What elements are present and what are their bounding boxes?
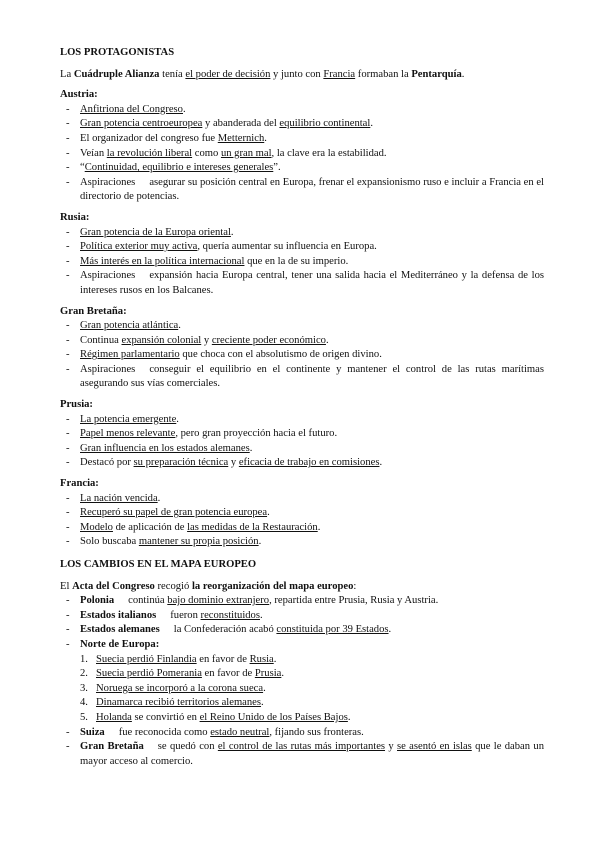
list-item: 1. Suecia perdió Finlandia en favor de Rusia. [80, 653, 277, 665]
list-item: - Más interés en la política internacional que en la de su imperio. [60, 255, 544, 270]
list-item-polonia: - Polonia continúa bajo dominio extranjero, repartida entre Prusia, Rusia y Austria. [60, 594, 544, 609]
list-item: - La potencia emergente. [60, 413, 544, 428]
intro-paragraph-cambios: El Acta del Congreso recogió la reorganización del mapa europeo: [60, 580, 357, 592]
list-item: - Política exterior muy activa, quería aumentar su influencia en Europa. [60, 240, 544, 255]
list-rusia [60, 226, 544, 299]
list-item: - Solo buscaba mantener su propia posición. [60, 535, 544, 550]
section-title-protagonistas: LOS PROTAGONISTAS [60, 47, 175, 58]
list-item: 4. Dinamarca recibió territorios alemanes. [80, 697, 264, 709]
list-item: 3. Noruega se incorporó a la corona sueca. [80, 682, 266, 694]
list-item: - Aspiraciones conseguir el equilibrio en el continente y mantener el control de las rutas marítimas asegurando sus vías comerciales. [60, 363, 544, 392]
list-item: - Gran potencia de la Europa oriental. [60, 226, 544, 241]
list-item: - Gran potencia atlántica. [60, 319, 544, 334]
list-item: - Gran potencia centroeuropea y abanderada del equilibrio continental. [60, 117, 544, 132]
list-item: - La nación vencida. [60, 492, 544, 507]
list-item: - El organizador del congreso fue Metternich. [60, 132, 544, 147]
list-norte [80, 653, 544, 726]
intro-paragraph: La Cuádruple Alianza tenía el poder de decisión y junto con Francia formaban la Pentarquía. [60, 68, 465, 80]
heading-rusia: Rusia: [60, 211, 90, 223]
list-item-norte: - Norte de Europa: 1. Suecia perdió Finlandia en favor de Rusia. 2. Suecia perdió Pomerania en favor de Prusia. 3. Noruega se incorporó a la corona sueca. 4. Dinamarca recibió territorios alemanes. 5. Holanda se convirtió en el Reino Unido de los Países Bajos. [60, 638, 544, 726]
list-item-italia: - Estados italianos fueron reconstituidos. [60, 609, 544, 624]
list-item: - Modelo de aplicación de las medidas de la Restauración. [60, 521, 544, 536]
list-cambios [60, 594, 544, 769]
list-item-suiza: - Suiza fue reconocida como estado neutral, fijando sus fronteras. [60, 726, 544, 741]
list-item: - Gran influencia en los estados alemanes. [60, 442, 544, 457]
list-gran-bretana [60, 319, 544, 392]
heading-francia: Francia: [60, 478, 99, 490]
list-francia [60, 492, 544, 550]
heading-prusia: Prusia: [60, 399, 93, 411]
list-item: - Aspiraciones expansión hacia Europa central, tener una salida hacia el Mediterráneo y la defensa de los intereses rusos en los Balcanes. [60, 269, 544, 298]
list-item-gran-bretana: - Gran Bretaña se quedó con el control de las rutas más importantes y se asentó en islas que le daban un mayor acceso al comercio. [60, 740, 544, 769]
list-item: - “Continuidad, equilibrio e intereses generales”. [60, 161, 544, 176]
list-item: 2. Suecia perdió Pomerania en favor de Prusia. [80, 668, 284, 680]
list-item-alemania: - Estados alemanes la Confederación acabó constituida por 39 Estados. [60, 623, 544, 638]
list-austria [60, 103, 544, 205]
document-page [60, 46, 544, 769]
list-item: - Régimen parlamentario que choca con el absolutismo de origen divino. [60, 348, 544, 363]
list-item: 5. Holanda se convirtió en el Reino Unido de los Países Bajos. [80, 711, 351, 723]
heading-gran-bretana: Gran Bretaña: [60, 305, 127, 317]
heading-austria: Austria: [60, 89, 98, 101]
list-item: - Destacó por su preparación técnica y eficacia de trabajo en comisiones. [60, 456, 544, 471]
list-item: - Papel menos relevante, pero gran proyección hacia el futuro. [60, 427, 544, 442]
list-item: - Veían la revolución liberal como un gran mal, la clave era la estabilidad. [60, 147, 544, 162]
list-item: - Aspiraciones asegurar su posición central en Europa, frenar el expansionismo ruso e incluir a Francia en el directorio de potencias. [60, 176, 544, 205]
list-item: - Recuperó su papel de gran potencia europea. [60, 506, 544, 521]
list-prusia [60, 413, 544, 471]
list-item: - Anfitriona del Congreso. [60, 103, 544, 118]
section-title-cambios: LOS CAMBIOS EN EL MAPA EUROPEO [60, 559, 257, 570]
list-item: - Continua expansión colonial y creciente poder económico. [60, 334, 544, 349]
